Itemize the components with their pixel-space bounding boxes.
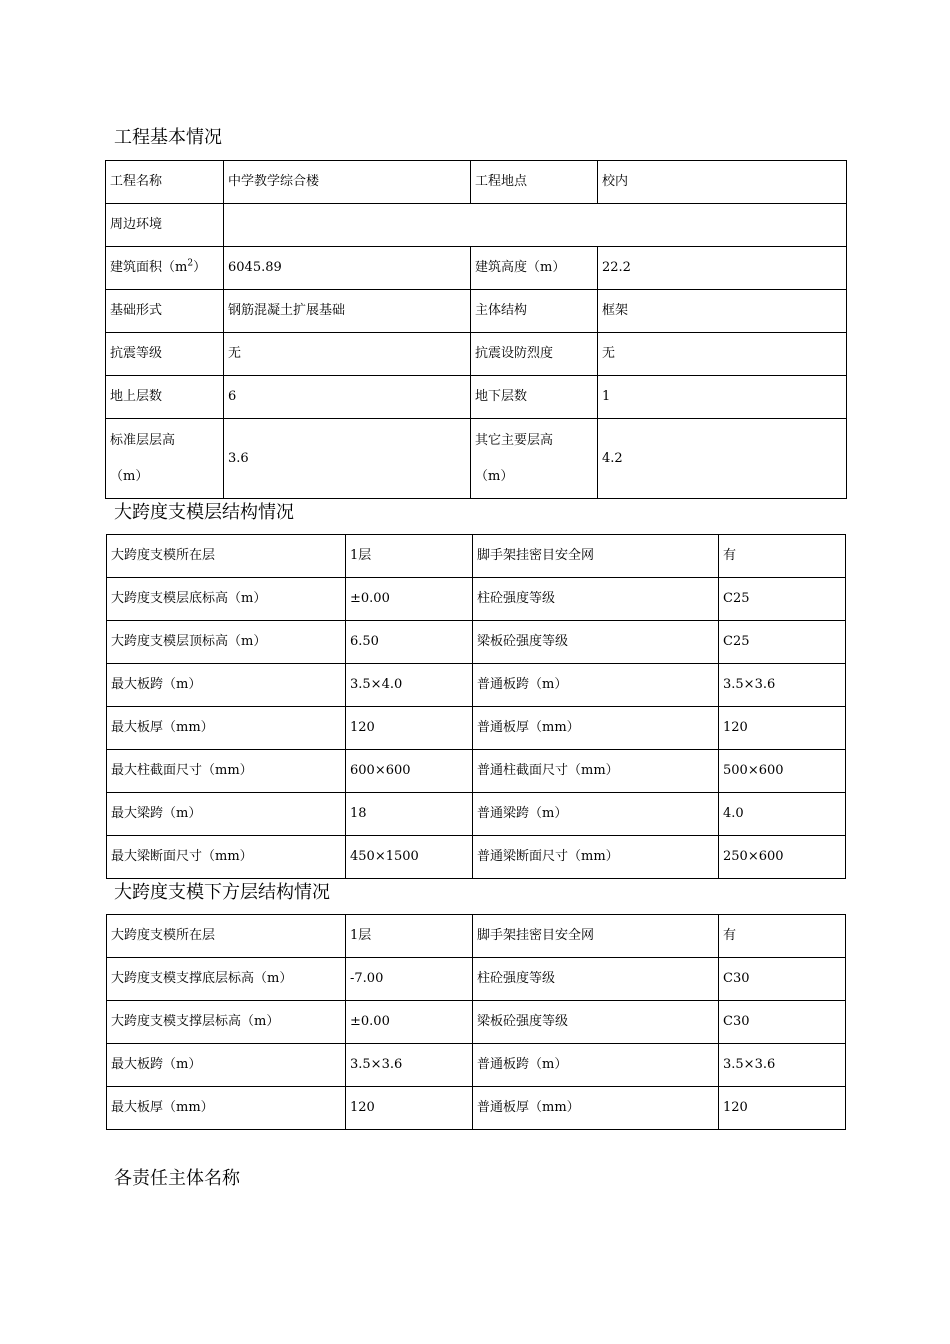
label-cell: 最大梁断面尺寸（mm） — [107, 836, 346, 879]
value-cell: 4.2 — [598, 419, 847, 499]
label-cell: 大跨度支模层顶标高（m） — [107, 621, 346, 664]
table-row — [107, 836, 846, 879]
table-row — [106, 419, 847, 499]
table-row — [107, 1044, 846, 1087]
basic-info-table — [105, 160, 847, 499]
label-cell: 最大柱截面尺寸（mm） — [107, 750, 346, 793]
table-row — [106, 376, 847, 419]
value-cell: 4.0 — [719, 793, 846, 836]
label-cell: 普通板厚（mm） — [473, 707, 719, 750]
value-cell: ±0.00 — [346, 1001, 473, 1044]
label-line: 其它主要层高 — [475, 432, 554, 448]
label-cell: 普通梁跨（m） — [473, 793, 719, 836]
label-cell: 地下层数 — [471, 376, 598, 419]
label-cell: 最大板跨（m） — [107, 1044, 346, 1087]
table-row — [107, 578, 846, 621]
label-cell — [471, 419, 598, 499]
table-row — [107, 707, 846, 750]
value-cell: 有 — [719, 535, 846, 578]
table-row — [107, 535, 846, 578]
table-row — [106, 333, 847, 376]
label-cell: 工程名称 — [106, 161, 224, 204]
value-cell: 6 — [224, 376, 471, 419]
value-cell: C25 — [719, 578, 846, 621]
table-row — [107, 793, 846, 836]
label-cell: 普通板跨（m） — [473, 1044, 719, 1087]
value-cell: C25 — [719, 621, 846, 664]
label-cell: 大跨度支模支撑层标高（m） — [107, 1001, 346, 1044]
value-cell: 校内 — [598, 161, 847, 204]
section-title-parties: 各责任主体名称 — [114, 1168, 240, 1189]
label-cell: 梁板砼强度等级 — [473, 621, 719, 664]
table-row — [106, 290, 847, 333]
label-cell: 最大板厚（mm） — [107, 707, 346, 750]
table-row — [107, 915, 846, 958]
label-cell: 大跨度支模所在层 — [107, 535, 346, 578]
label-cell: 地上层数 — [106, 376, 224, 419]
value-cell: 3.5×3.6 — [719, 664, 846, 707]
table-row — [106, 247, 847, 290]
label-cell: 大跨度支模支撑底层标高（m） — [107, 958, 346, 1001]
value-cell: -7.00 — [346, 958, 473, 1001]
value-cell: 600×600 — [346, 750, 473, 793]
value-cell: 中学教学综合楼 — [224, 161, 471, 204]
label-cell — [106, 247, 224, 290]
area-label-text: 建筑面积（m — [110, 260, 188, 275]
label-cell: 主体结构 — [471, 290, 598, 333]
value-cell: ±0.00 — [346, 578, 473, 621]
value-cell: 钢筋混凝土扩展基础 — [224, 290, 471, 333]
label-cell: 最大梁跨（m） — [107, 793, 346, 836]
label-cell: 普通柱截面尺寸（mm） — [473, 750, 719, 793]
section-title-below: 大跨度支模下方层结构情况 — [114, 882, 330, 903]
value-cell: 有 — [719, 915, 846, 958]
value-cell: 3.5×3.6 — [346, 1044, 473, 1087]
formwork-table — [106, 534, 846, 879]
value-cell: 6045.89 — [224, 247, 471, 290]
value-cell: 1层 — [346, 535, 473, 578]
value-cell: 3.5×4.0 — [346, 664, 473, 707]
label-cell: 最大板跨（m） — [107, 664, 346, 707]
value-cell — [224, 204, 847, 247]
table-row — [106, 204, 847, 247]
label-cell: 抗震等级 — [106, 333, 224, 376]
value-cell: 500×600 — [719, 750, 846, 793]
table-row — [107, 1001, 846, 1044]
section-title-formwork: 大跨度支模层结构情况 — [114, 502, 294, 523]
value-cell: 120 — [719, 707, 846, 750]
value-cell: 120 — [719, 1087, 846, 1130]
section-title-basic: 工程基本情况 — [114, 127, 222, 148]
value-cell: C30 — [719, 1001, 846, 1044]
label-cell — [106, 419, 224, 499]
value-cell: 6.50 — [346, 621, 473, 664]
label-line: 标准层层高 — [110, 432, 176, 448]
value-cell: 18 — [346, 793, 473, 836]
table-row — [106, 161, 847, 204]
label-cell: 建筑高度（m） — [471, 247, 598, 290]
label-line: （m） — [110, 468, 149, 484]
label-cell: 工程地点 — [471, 161, 598, 204]
label-cell: 脚手架挂密目安全网 — [473, 535, 719, 578]
area-label-close: ） — [193, 260, 207, 275]
table-row — [107, 664, 846, 707]
table-row — [107, 621, 846, 664]
formwork-table-body — [107, 535, 846, 879]
table-row — [107, 958, 846, 1001]
value-cell: 3.5×3.6 — [719, 1044, 846, 1087]
below-structure-table — [106, 914, 846, 1130]
label-line: （m） — [475, 468, 514, 484]
label-cell: 普通板厚（mm） — [473, 1087, 719, 1130]
value-cell: 1层 — [346, 915, 473, 958]
label-cell: 普通板跨（m） — [473, 664, 719, 707]
label-cell: 抗震设防烈度 — [471, 333, 598, 376]
value-cell: 无 — [224, 333, 471, 376]
label-cell: 梁板砼强度等级 — [473, 1001, 719, 1044]
value-cell: 250×600 — [719, 836, 846, 879]
table-row — [107, 750, 846, 793]
table-row — [107, 1087, 846, 1130]
label-cell: 大跨度支模层底标高（m） — [107, 578, 346, 621]
value-cell: 框架 — [598, 290, 847, 333]
area-label-superscript: 2 — [187, 258, 194, 269]
value-cell: C30 — [719, 958, 846, 1001]
value-cell: 22.2 — [598, 247, 847, 290]
value-cell: 无 — [598, 333, 847, 376]
label-cell: 基础形式 — [106, 290, 224, 333]
value-cell: 450×1500 — [346, 836, 473, 879]
label-cell: 最大板厚（mm） — [107, 1087, 346, 1130]
value-cell: 1 — [598, 376, 847, 419]
value-cell: 3.6 — [224, 419, 471, 499]
label-cell: 普通梁断面尺寸（mm） — [473, 836, 719, 879]
label-cell: 大跨度支模所在层 — [107, 915, 346, 958]
label-cell: 柱砼强度等级 — [473, 578, 719, 621]
label-cell: 周边环境 — [106, 204, 224, 247]
label-cell: 柱砼强度等级 — [473, 958, 719, 1001]
label-cell: 脚手架挂密目安全网 — [473, 915, 719, 958]
value-cell: 120 — [346, 1087, 473, 1130]
value-cell: 120 — [346, 707, 473, 750]
